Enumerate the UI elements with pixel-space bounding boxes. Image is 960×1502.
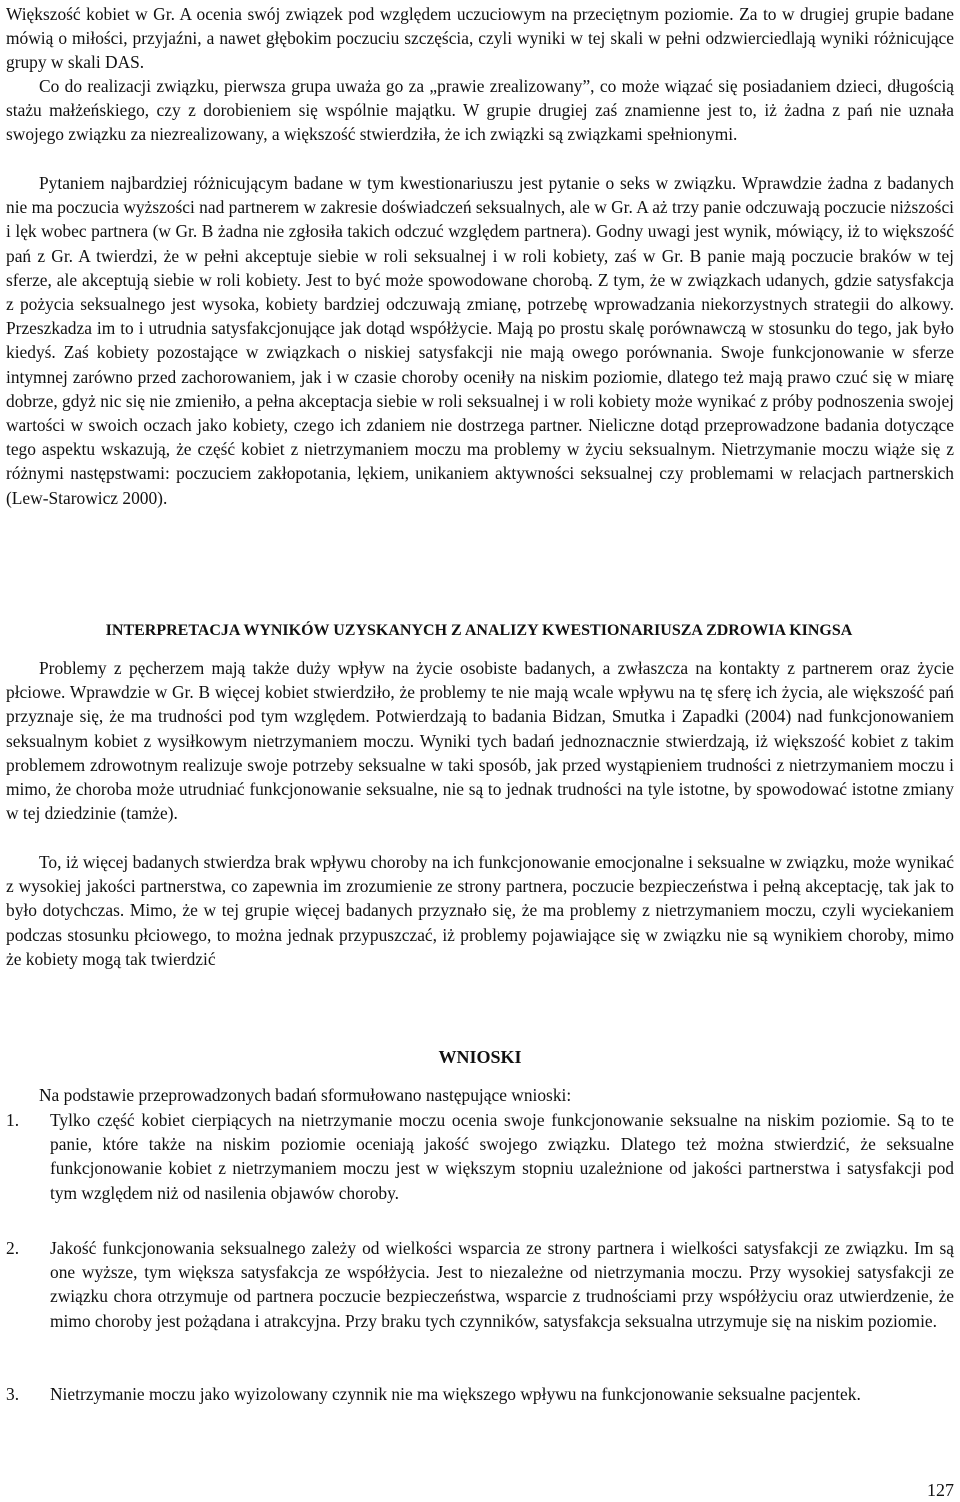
conclusion-text: Tylko część kobiet cierpiących na nietrzymanie moczu ocenia swoje funkcjonowanie seksualne na niskim poziomie. Są to te panie, które także na niskim poziomie oceniają jakość swojego związku. Dlatego też można stwierdzić, że seksualne funkcjonowanie kobiet z nietrzymaniem moczu jest w większym stopniu uzależnione od jakości partnerstwa i satysfakcji pod tym względem niż od nasilenia objawów choroby. bbox=[50, 1110, 954, 1203]
paragraph-sex-in-relationship: Pytaniem najbardziej różnicującym badane w tym kwestionariuszu jest pytanie o seks w związku. Wprawdzie żadna z badanych nie ma poczucia wyższości nad partnerem w zakresie doświadczeń seksualnych, ale w Gr. A aż trzy panie odczuwają poczucie niższości i lęk wobec partnera (w Gr. B żadna nie zgłosiła takich odczuć względem partnera). Godny uwagi jest wynik, mówiący, iż to większość pań z Gr. A twierdzi, że w pełni akceptuje siebie w roli seksualnej i w roli kobiety, zaś w Gr. B panie mają poczucie braków w tej sferze, ale akceptują siebie w roli kobiety. Jest to być może spowodowane chorobą. Z tym, że w związkach udanych, gdzie satysfakcja z pożycia seksualnego jest wysoka, kobiety bardziej odczuwają zmianę, potrzebę wprowadzania niekorzystnych strategii do alkowy. Przeszkadza im to i utrudnia satysfakcjonujące jak dotąd współżycie. Mają po prostu skalę porównawczą w stosunku do tego, jak było kiedyś. Zaś kobiety pozostające w związkach o niskiej satysfakcji nie mają owego porównania. Swoje funkcjonowanie w sferze intymnej zarówno przed zachorowaniem, jak i w czasie choroby oceniły na niskim poziomie, dlatego też mają prawo czuć się w miarę dobrze, gdyż nic się nie zmieniło, a pełna akceptacja siebie w roli seksualnej i w roli kobiety może wynikać z próby podnoszenia swojej wartości w swoich oczach jako kobiety, czego ich zdaniem nie dostrzega partner. Nieliczne dotąd przeprowadzone badania dotyczące tego aspektu wskazują, że część kobiet z nietrzymaniem moczu ma problemy w życiu seksualnym. Nietrzymanie moczu wiąże się z różnymi następstwami: poczuciem zakłopotania, lękiem, unikaniem aktywności seksualnej czy problemami w relacjach partnerskich (Lew-Starowicz 2000). bbox=[6, 173, 954, 508]
paragraph-partnership-quality: To, iż więcej badanych stwierdza brak wpływu choroby na ich funkcjonowanie emocjonalne i seksualne w związku, może wynikać z wysokiej jakości partnerstwa, co zapewnia im zrozumienie ze strony partnera, poczucie bezpieczeństwa i pełną akceptację, tak jak to było dotychczas. Mimo, że w tej grupie więcej badanych przyznało się, że ma problemy z nietrzymaniem moczu, czyli wyciekaniem podczas stosunku płciowego, to można jednak przypuszczać, iż problemy pojawiające się w związku nie są wynikiem choroby, mimo że kobiety mogą tak twierdzić bbox=[6, 852, 954, 969]
page-number: 127 bbox=[927, 1480, 954, 1500]
conclusion-number: 3. bbox=[6, 1384, 20, 1404]
conclusions-intro: Na podstawie przeprowadzonych badań sformułowano następujące wnioski: bbox=[39, 1085, 572, 1105]
conclusions-title: WNIOSKI bbox=[438, 1047, 522, 1067]
paragraph-bladder-problems: Problemy z pęcherzem mają także duży wpływ na życie osobiste badanych, a zwłaszcza na kontakty z partnerem oraz życie płciowe. Wprawdzie w Gr. B więcej kobiet stwierdziło, że problemy te nie mają wcale wpływu na tę sferę ich życia, ale większość pań przyznaje się, że ma trudności pod tym względem. Potwierdzają to badania Bidzan, Smutka i Zapadki (2004) nad funkcjonowaniem seksualnym kobiet z wysiłkowym nietrzymaniem moczu. Wyniki tych badań jednoznacznie stwierdzają, iż większość kobiet z takim problemem zdrowotnym realizuje swoje potrzeby seksualne w taki sposób, jak przed wystąpieniem trudności z nietrzymaniem moczu i mimo, że choroba może utrudniać funkcjonowanie seksualne, nie są to jednak trudności na tyle istotne, by spowodować istotne zmiany w tej dziedzinie (tamże). bbox=[6, 658, 954, 824]
conclusion-number: 1. bbox=[6, 1110, 20, 1130]
section-heading-kings-interpretation: INTERPRETACJA WYNIKÓW UZYSKANYCH Z ANALIZY KWESTIONARIUSZA ZDROWIA KINGSA bbox=[105, 622, 853, 639]
paragraph-das-results: Większość kobiet w Gr. A ocenia swój związek pod względem uczuciowym na przeciętnym poziomie. Za to w drugiej grupie badane mówią o miłości, przyjaźni, a nawet głębokim poczuciu szczęścia, czyli wyniki w tej skali w pełni odzwierciedlają wyniki różnicujące grupy w skali DAS. bbox=[6, 4, 954, 73]
conclusion-number: 2. bbox=[6, 1238, 20, 1258]
conclusion-text: Nietrzymanie moczu jako wyizolowany czynnik nie ma większego wpływu na funkcjonowanie seksualne pacjentek. bbox=[50, 1384, 861, 1404]
paragraph-relationship-realization: Co do realizacji związku, pierwsza grupa uważa go za „prawie zrealizowany”, co może wiązać się posiadaniem dzieci, długością stażu małżeńskiego, czy z dorobieniem się wspólnie majątku. W grupie drugiej zaś znamienne jest to, iż żadna z pań nie uznała swojego związku za niezrealizowany, a większość stwierdziła, że ich związki są związkami spełnionymi. bbox=[6, 76, 954, 145]
conclusion-text: Jakość funkcjonowania seksualnego zależy od wielkości wsparcia ze strony partnera i wielkości satysfakcji ze związku. Im są one wyższe, tym większa satysfakcja ze współżycia. Jest to niezależne od nietrzymania moczu. Przy wysokiej satysfakcji ze związku chora otrzymuje od partnera poczucie bezpieczeństwa, wsparcie z trudnościami przy współżyciu oraz utwierdzenie, że mimo choroby jest pożądana i atrakcyjna. Przy braku tych czynników, satysfakcja seksualna utrzymuje się na niskim poziomie. bbox=[50, 1238, 954, 1331]
